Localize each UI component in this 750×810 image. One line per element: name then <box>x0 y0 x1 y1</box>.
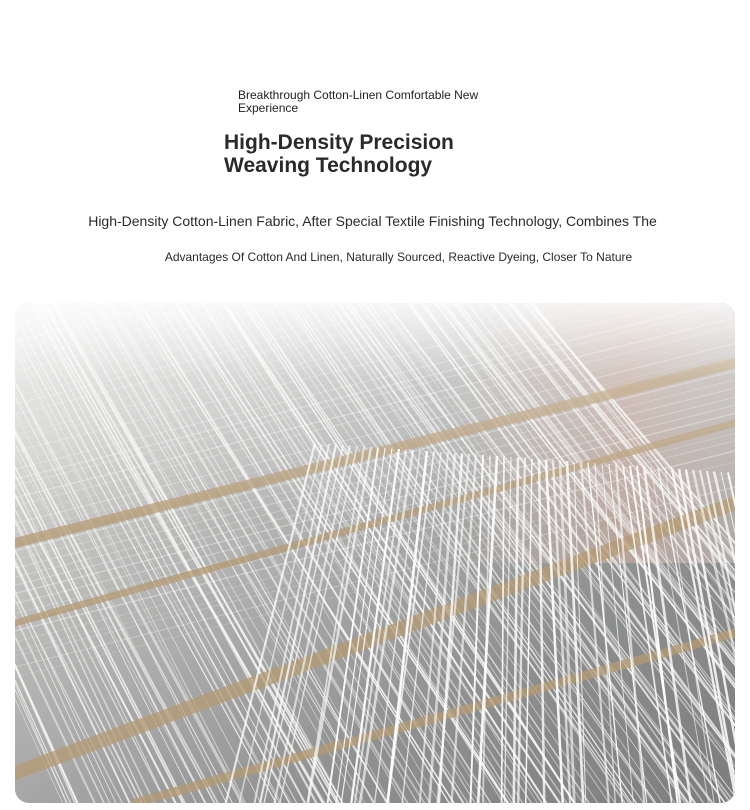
section-eyebrow: Breakthrough Cotton-Linen Comfortable New Experience <box>238 88 479 115</box>
section-title <box>224 131 544 177</box>
section-title-line-1: High-Density Precision <box>224 131 454 154</box>
loom-illustration <box>15 303 735 803</box>
photo-top-haze <box>15 303 735 523</box>
description-line-2: Advantages Of Cotton And Linen, Naturally Sourced, Reactive Dyeing, Closer To Nature <box>164 250 633 264</box>
description-line-1: High-Density Cotton-Linen Fabric, After Special Textile Finishing Technology, Combines The <box>88 213 657 229</box>
section-title-line-2: Weaving Technology <box>224 154 433 177</box>
loom-photo <box>15 303 735 803</box>
